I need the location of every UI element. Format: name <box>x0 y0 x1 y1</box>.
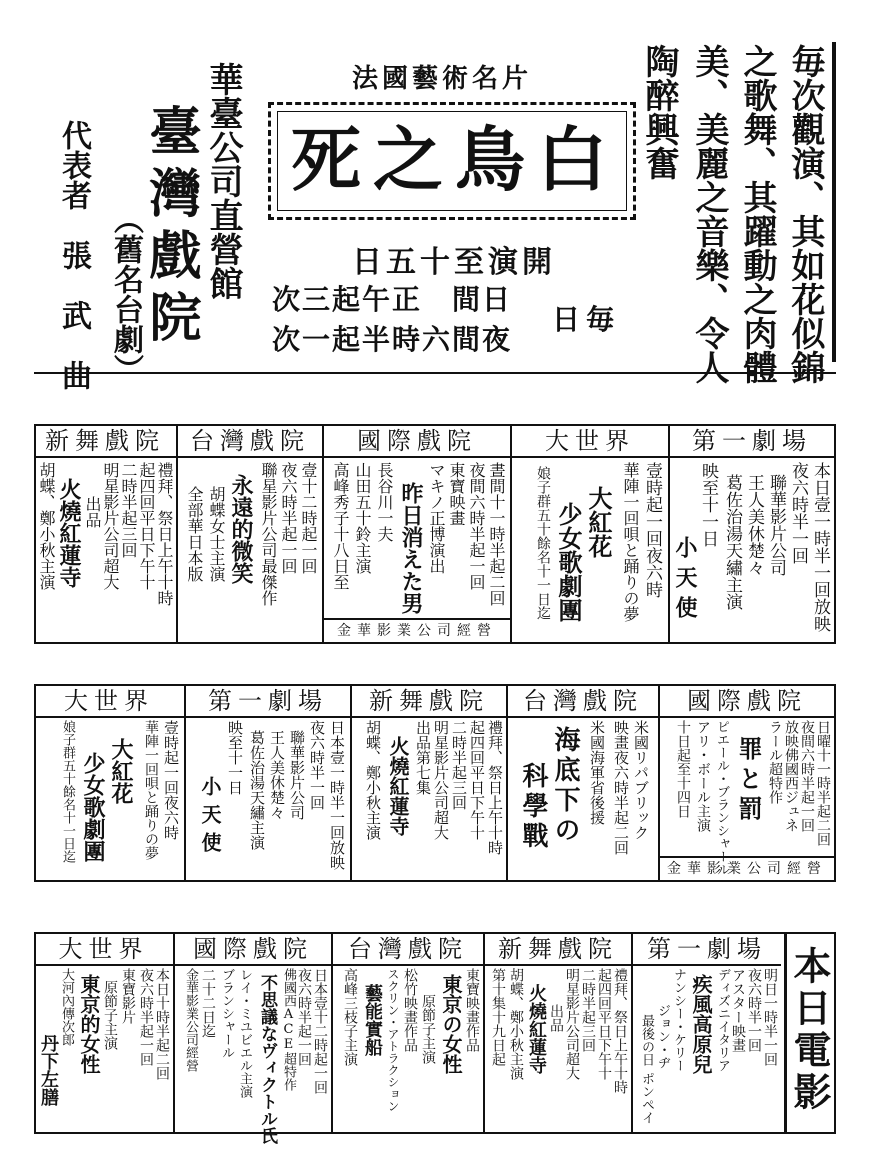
panel-feature-title: 疾風高原兒 <box>689 974 713 1074</box>
panel-feature-title: 罪と罰 <box>734 736 763 826</box>
panel-line: 日本壹十二時起一回 <box>312 968 328 1094</box>
panel-line: 東寶映畫 <box>447 462 466 526</box>
panel-line: 聯星影片公司最傑作 <box>259 462 278 606</box>
panel-line: 佛國西ACE超特作 <box>281 968 296 1091</box>
panel-line: 本日十時半起二回 <box>154 968 170 1080</box>
panel-line: 高峰三枝子主演 <box>342 968 358 1066</box>
panel-line: ジョン・ヂ <box>655 1004 670 1069</box>
ad-operator: 華臺公司直營館 <box>203 62 243 300</box>
panel-line: 出品 <box>548 1004 564 1032</box>
panel-line: 本日壹一時半一回放映 <box>810 462 830 632</box>
panel-feature-title: 少女歌劇團 <box>80 752 106 862</box>
row1-panel-taiwan <box>178 426 322 642</box>
panel-line: ディズニイタリア <box>715 968 730 1072</box>
panel-feature-title: 火燒紅蓮寺 <box>56 478 82 588</box>
ad-copy-line-2: 之歌舞、其躍動之肉體 <box>737 44 777 384</box>
row2-panel-big-world <box>34 686 184 880</box>
panel-line: 映畫夜六時半起二回 <box>612 720 630 855</box>
row2-panel-taiwan <box>508 686 658 880</box>
row3-panel-international <box>175 934 331 1144</box>
listing-row-2 <box>34 684 836 882</box>
panel-feature-title: 藝能實船 <box>362 984 383 1056</box>
ad-title-box <box>268 102 636 220</box>
panel-line: 二時半起三回 <box>580 968 596 1052</box>
row3-header-today-films <box>784 934 834 1132</box>
panel-feature-title: 永遠的微笑 <box>228 474 254 584</box>
ad-copy-line-3: 美、美麗之音樂、令人 <box>689 44 729 384</box>
panel-line: 壹時起一回夜六時 <box>642 462 662 598</box>
panel-line: 長谷川一夫 <box>375 462 394 542</box>
panel-line: 夜六時半起一回 <box>296 968 312 1066</box>
panel-title: 大世界 <box>34 934 173 966</box>
panel-line: レイ・ミユビエル主演 <box>237 968 252 1098</box>
panel-title: 新舞戲院 <box>485 934 631 966</box>
row1-panel-big-world <box>512 426 668 642</box>
panel-line: ラール超特作 <box>767 720 783 804</box>
panel-line: 明星影片公司超大 <box>432 720 450 840</box>
panel-line: マキノ正博演出 <box>427 462 446 574</box>
ad-title: 白鳥之死 <box>291 118 619 201</box>
panel-line: 全部華日本版 <box>185 486 204 582</box>
panel-line: 明星影片公司超大 <box>101 462 120 590</box>
panel-line: 聯華影片公司 <box>766 474 786 576</box>
row3-panel-xinwu <box>485 934 631 1132</box>
row3-header-title: 本日電影 <box>787 946 832 1114</box>
ad-representative: 代表者 張 武 曲 <box>56 120 91 390</box>
panel-line: 米國リパブリック <box>632 720 650 840</box>
panel-title: 國際戲院 <box>660 686 834 718</box>
panel-line: 夜六時半一回 <box>746 968 762 1052</box>
row3-panel-big-world <box>34 934 173 1132</box>
panel-title: 新舞戲院 <box>352 686 506 718</box>
panel-line: ポンペイ <box>639 1072 654 1124</box>
panel-line: 金華影業公司經營 <box>183 968 198 1072</box>
panel-footer: 金華影業公司經營 <box>660 856 834 880</box>
panel-line: 山田五十鈴主演 <box>353 462 372 574</box>
panel-feature-title: 丹下左膳 <box>38 1034 59 1106</box>
panel-line: 出品第七集 <box>414 720 432 795</box>
panel-line: 東寶映畫作品 <box>464 968 480 1052</box>
panel-line: 原節子主演 <box>420 994 436 1064</box>
panel-line: 東寶影片 <box>120 968 136 1024</box>
panel-feature-title: 昨日消えた男 <box>398 482 424 614</box>
panel-line: 夜間六時半起一回 <box>467 462 486 590</box>
panel-feature-title: 科學戰 <box>518 762 548 852</box>
panel-footer: 金華影業公司經營 <box>324 618 510 642</box>
panel-line: ピエール・ブランシャール <box>714 720 729 876</box>
row2-panel-xinwu <box>352 686 506 880</box>
row2-panel-international <box>660 686 834 880</box>
panel-title: 第一劇場 <box>186 686 350 718</box>
panel-line: 二十二日迄 <box>200 968 216 1038</box>
panel-title: 大世界 <box>512 426 668 458</box>
panel-line: アリ・ボール主演 <box>695 720 711 832</box>
ad-copy-line-4: 陶醉興奮 <box>639 44 679 180</box>
ad-schedule-day: 日間 正午起三次 <box>272 283 513 316</box>
listing-row-1 <box>34 424 836 644</box>
panel-line: 十日起至十四日 <box>675 720 691 818</box>
panel-line: 高峰秀子十八日至 <box>331 462 350 590</box>
panel-line: 夜六時半一回 <box>788 462 808 564</box>
ad-white-swan <box>34 34 836 390</box>
panel-line: 晝間十一時半起二回 <box>487 462 506 606</box>
ad-daily-label: 毎日 <box>552 303 621 336</box>
panel-title: 大世界 <box>34 686 184 718</box>
panel-title: 國際戲院 <box>324 426 510 458</box>
panel-line: 禮拜、祭日上午十時 <box>612 968 628 1094</box>
panel-line: 夜間六時半起一回 <box>799 720 815 832</box>
panel-line: 聯華影片公司 <box>288 730 306 820</box>
panel-line: 映至十一日 <box>698 462 718 547</box>
panel-line: 娘子群五十餘名十一日迄 <box>535 466 551 620</box>
panel-line: アスター映畫 <box>730 968 746 1052</box>
panel-line: 胡蝶、鄭小秋主演 <box>364 720 382 840</box>
panel-line: 松竹映畫作品 <box>402 968 418 1052</box>
panel-line: 王人美休楚々 <box>268 730 286 820</box>
panel-title: 台灣戲院 <box>508 686 658 718</box>
row3-panel-first-theatre <box>633 934 781 1132</box>
ad-right-border <box>832 42 836 362</box>
panel-line: 出品 <box>83 496 102 528</box>
panel-line: 夜六時半起一回 <box>279 462 298 574</box>
row2-panel-first-theatre <box>186 686 350 880</box>
panel-feature-title: 火燒紅蓮寺 <box>386 736 410 836</box>
row3-panel-taiwan <box>333 934 483 1132</box>
panel-line: 夜六時半一回 <box>308 720 326 810</box>
panel-feature-title: 小天使 <box>198 776 222 860</box>
panel-title: 國際戲院 <box>175 934 331 966</box>
panel-line: 華陣一回唄と踊りの夢 <box>621 462 640 622</box>
panel-line: 娘子群五十餘名十一日迄 <box>60 720 75 863</box>
panel-line: 日本壹一時半一回放映 <box>328 720 346 870</box>
panel-feature-title: 不思議なヴィクトル氏 <box>257 974 277 1144</box>
panel-line: 王人美休楚々 <box>744 474 764 576</box>
panel-line: 米國海軍省後援 <box>588 720 606 825</box>
panel-line: 二時半起三回 <box>119 462 138 558</box>
panel-line: 明星影片公司超大 <box>564 968 580 1080</box>
panel-line: 最後の日 <box>639 1014 654 1066</box>
panel-feature-title: 小天使 <box>672 536 698 626</box>
row1-panel-xinwu <box>34 426 176 642</box>
ad-former-name: （舊名台劇） <box>108 204 143 384</box>
panel-feature-title: 東京的女性 <box>77 974 101 1074</box>
panel-line: 壹十二時起一回 <box>299 462 318 574</box>
panel-feature-title: 大紅花 <box>108 738 134 804</box>
row1-panel-first-theatre <box>670 426 834 642</box>
row1-panel-international <box>324 426 510 642</box>
panel-line: 起四回平日下午十 <box>596 968 612 1080</box>
panel-feature-title: 東京の女性 <box>439 974 463 1074</box>
panel-line: 胡蝶、鄭小秋主演 <box>37 462 56 590</box>
panel-line: 胡蝶、鄭小秋主演 <box>508 968 524 1080</box>
panel-line: スクリン・アトラクション <box>386 968 400 1112</box>
ad-copy-line-1: 毎次觀演、其如花似錦 <box>785 44 825 384</box>
ad-venue: 臺灣戲院 <box>140 104 201 352</box>
panel-line: 映至十一日 <box>226 720 244 795</box>
panel-line: 放映佛國西ジュネ <box>783 720 799 832</box>
ad-schedule-night: 夜間六時半起一次 <box>272 323 513 356</box>
panel-title: 第一劇場 <box>633 934 781 966</box>
panel-line: 胡蝶女士主演 <box>207 486 226 582</box>
panel-line: 第十集十九日起 <box>490 968 506 1066</box>
panel-line: 日曜十一時半起二回 <box>815 720 831 846</box>
panel-feature-title: 火燒紅蓮寺 <box>526 984 547 1074</box>
ad-tagline: 法國藝術名片 <box>352 64 533 94</box>
panel-title: 第一劇場 <box>670 426 834 458</box>
panel-title: 新舞戲院 <box>34 426 176 458</box>
panel-title: 台灣戲院 <box>333 934 483 966</box>
panel-line: 起四回平日下午十 <box>468 720 486 840</box>
panel-line: 壹時起一回夜六時 <box>162 720 180 840</box>
panel-line: 禮拜、祭日上午十時 <box>486 720 504 855</box>
panel-line: ブランシャール <box>219 968 234 1059</box>
panel-line: ナンシー・ケリー <box>671 968 686 1072</box>
panel-line: 大河內傳次郎 <box>59 968 74 1046</box>
panel-feature-title: 大紅花 <box>584 486 613 558</box>
panel-line: 葛佐治湯天繡主演 <box>248 730 266 850</box>
panel-line: 原節子主演 <box>102 980 118 1050</box>
panel-title: 台灣戲院 <box>178 426 322 458</box>
panel-line: 葛佐治湯天繡主演 <box>722 474 742 610</box>
panel-feature-title: 少女歌劇團 <box>554 502 583 622</box>
panel-line: 二時半起三回 <box>450 720 468 810</box>
panel-feature-title: 海底下の <box>550 726 580 846</box>
panel-line: 起四回平日下午十 <box>137 462 156 590</box>
ad-run-dates: 開演至十五日 <box>352 245 556 280</box>
panel-line: 夜六時半起一回 <box>138 968 154 1066</box>
panel-line: 明日一時半一回 <box>762 968 778 1066</box>
panel-line: 華陣一回唄と踊りの夢 <box>143 720 159 860</box>
panel-line: 禮拜、祭日上午十時 <box>155 462 174 606</box>
listing-row-3 <box>34 932 836 1144</box>
